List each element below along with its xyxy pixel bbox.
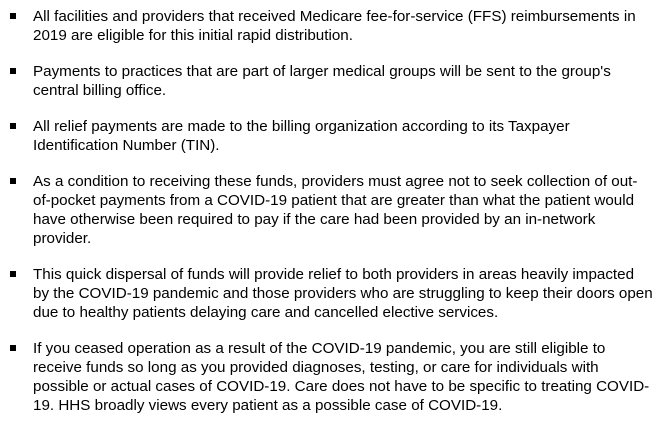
list-item bbox=[0, 117, 658, 155]
bullet-text: If you ceased operation as a result of the COVID-19 pandemic, you are still eligible to receive funds so long as you provided diagnoses, testing, or care for individuals with possible or actual cases of COVID-19. Care does not have to be specific to treating COVID-19. HHS broadly views every patient as a possible case of COVID-19. bbox=[33, 340, 650, 414]
bullet-text: Payments to practices that are part of larger medical groups will be sent to the group's central billing office. bbox=[33, 63, 611, 99]
list-item bbox=[0, 339, 658, 415]
bullet-list bbox=[0, 7, 658, 432]
list-item bbox=[0, 265, 658, 322]
square-bullet-icon bbox=[10, 13, 16, 19]
bullet-text: All facilities and providers that received Medicare fee-for-service (FFS) reimbursements in 2019 are eligible for this initial rapid distribution. bbox=[33, 8, 636, 44]
list-item bbox=[0, 7, 658, 45]
square-bullet-icon bbox=[10, 271, 16, 277]
square-bullet-icon bbox=[10, 123, 16, 129]
bullet-text: As a condition to receiving these funds, providers must agree not to seek collection of out-of-pocket payments from a COVID-19 patient that are greater than what the patient would have otherwise been required to pay if the care had been provided by an in-network provider. bbox=[33, 173, 638, 247]
bullet-text: All relief payments are made to the billing organization according to its Taxpayer Identification Number (TIN). bbox=[33, 118, 570, 154]
list-item bbox=[0, 172, 658, 248]
square-bullet-icon bbox=[10, 345, 16, 351]
square-bullet-icon bbox=[10, 178, 16, 184]
list-item bbox=[0, 62, 658, 100]
bullet-text: This quick dispersal of funds will provide relief to both providers in areas heavily impacted by the COVID-19 pandemic and those providers who are struggling to keep their doors open due to healthy patients delaying care and cancelled elective services. bbox=[33, 266, 653, 321]
square-bullet-icon bbox=[10, 68, 16, 74]
